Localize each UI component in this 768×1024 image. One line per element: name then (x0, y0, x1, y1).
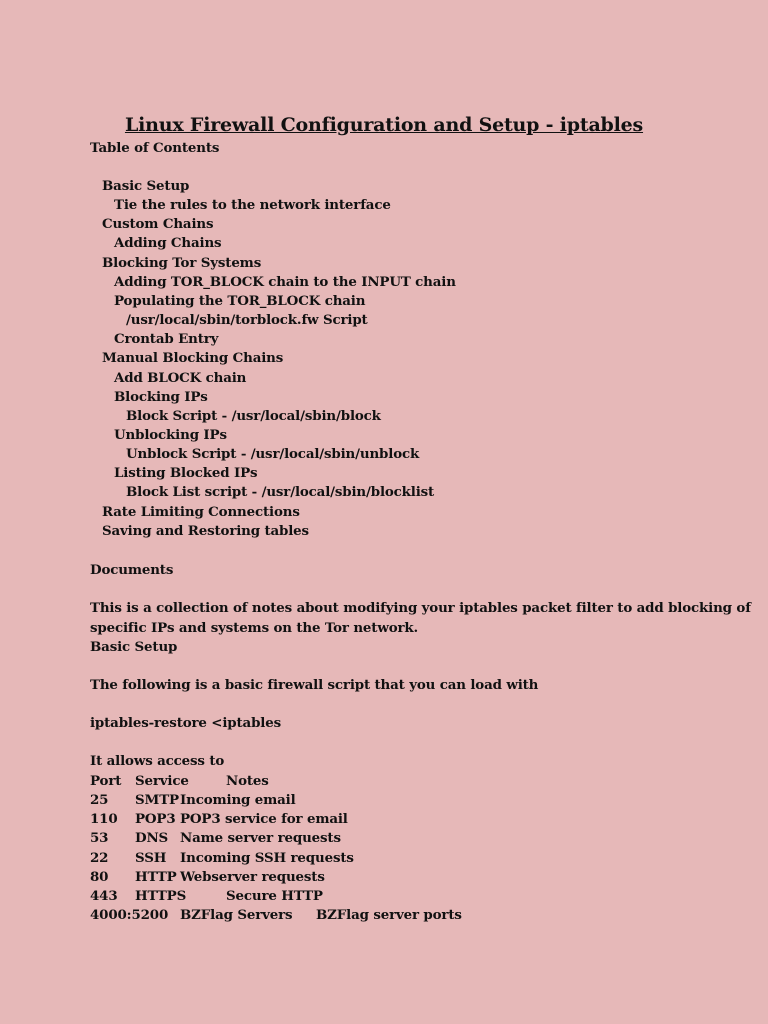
toc-item: Block List script - /usr/local/sbin/blocklist (126, 484, 435, 500)
toc-item: Manual Blocking Chains (102, 350, 284, 366)
ports-row-notes: Name server requests (180, 830, 341, 846)
toc-item: Saving and Restoring tables (102, 523, 309, 539)
toc-item: Listing Blocked IPs (114, 465, 258, 481)
ports-row-notes: Secure HTTP (226, 888, 323, 904)
toc-heading: Table of Contents (90, 140, 220, 156)
toc-item: Unblocking IPs (114, 427, 227, 443)
toc-item: Custom Chains (102, 216, 214, 232)
basic-setup-heading: Basic Setup (90, 639, 178, 655)
toc-item: Basic Setup (102, 178, 190, 194)
ports-row-service: POP3 (135, 811, 176, 827)
ports-row-notes: Webserver requests (180, 869, 325, 885)
ports-header-service: Service (135, 773, 189, 789)
toc-item: Adding TOR_BLOCK chain to the INPUT chain (114, 274, 456, 290)
restore-command: iptables-restore <iptables (90, 715, 281, 731)
document-title: Linux Firewall Configuration and Setup - iptables (124, 114, 644, 136)
ports-header-port: Port (90, 773, 122, 789)
documents-heading: Documents (90, 562, 174, 578)
ports-header-notes: Notes (226, 773, 269, 789)
toc-item: Tie the rules to the network interface (114, 197, 391, 213)
toc-item: Rate Limiting Connections (102, 504, 300, 520)
ports-row-port: 443 (90, 888, 118, 904)
ports-row-service: HTTP (135, 869, 177, 885)
ports-row-port: 53 (90, 830, 109, 846)
toc-item: Adding Chains (114, 235, 222, 251)
ports-row-service: DNS (135, 830, 169, 846)
intro-text-line-1: This is a collection of notes about modifying your iptables packet filter to add blocking of (90, 600, 751, 616)
ports-row-notes: Incoming email (180, 792, 296, 808)
basic-setup-text: The following is a basic firewall script that you can load with (90, 677, 539, 693)
toc-item: Populating the TOR_BLOCK chain (114, 293, 366, 309)
toc-item: Blocking IPs (114, 389, 208, 405)
ports-row-service: SSH (135, 850, 167, 866)
ports-row-port: 25 (90, 792, 109, 808)
ports-row-service: BZFlag Servers (180, 907, 293, 923)
allows-access-text: It allows access to (90, 753, 225, 769)
ports-row-notes: BZFlag server ports (316, 907, 462, 923)
intro-text-line-2: specific IPs and systems on the Tor network. (90, 620, 419, 636)
toc-item: Add BLOCK chain (114, 370, 247, 386)
toc-item: Blocking Tor Systems (102, 255, 262, 271)
ports-row-service: HTTPS (135, 888, 187, 904)
ports-row-port: 4000:5200 (90, 907, 169, 923)
ports-row-port: 110 (90, 811, 118, 827)
ports-row-notes: POP3 service for email (180, 811, 348, 827)
ports-row-service: SMTP (135, 792, 179, 808)
ports-row-notes: Incoming SSH requests (180, 850, 354, 866)
toc-item: Unblock Script - /usr/local/sbin/unblock (126, 446, 420, 462)
ports-row-port: 22 (90, 850, 109, 866)
toc-item: /usr/local/sbin/torblock.fw Script (126, 312, 368, 328)
toc-item: Crontab Entry (114, 331, 219, 347)
toc-item: Block Script - /usr/local/sbin/block (126, 408, 381, 424)
ports-row-port: 80 (90, 869, 109, 885)
